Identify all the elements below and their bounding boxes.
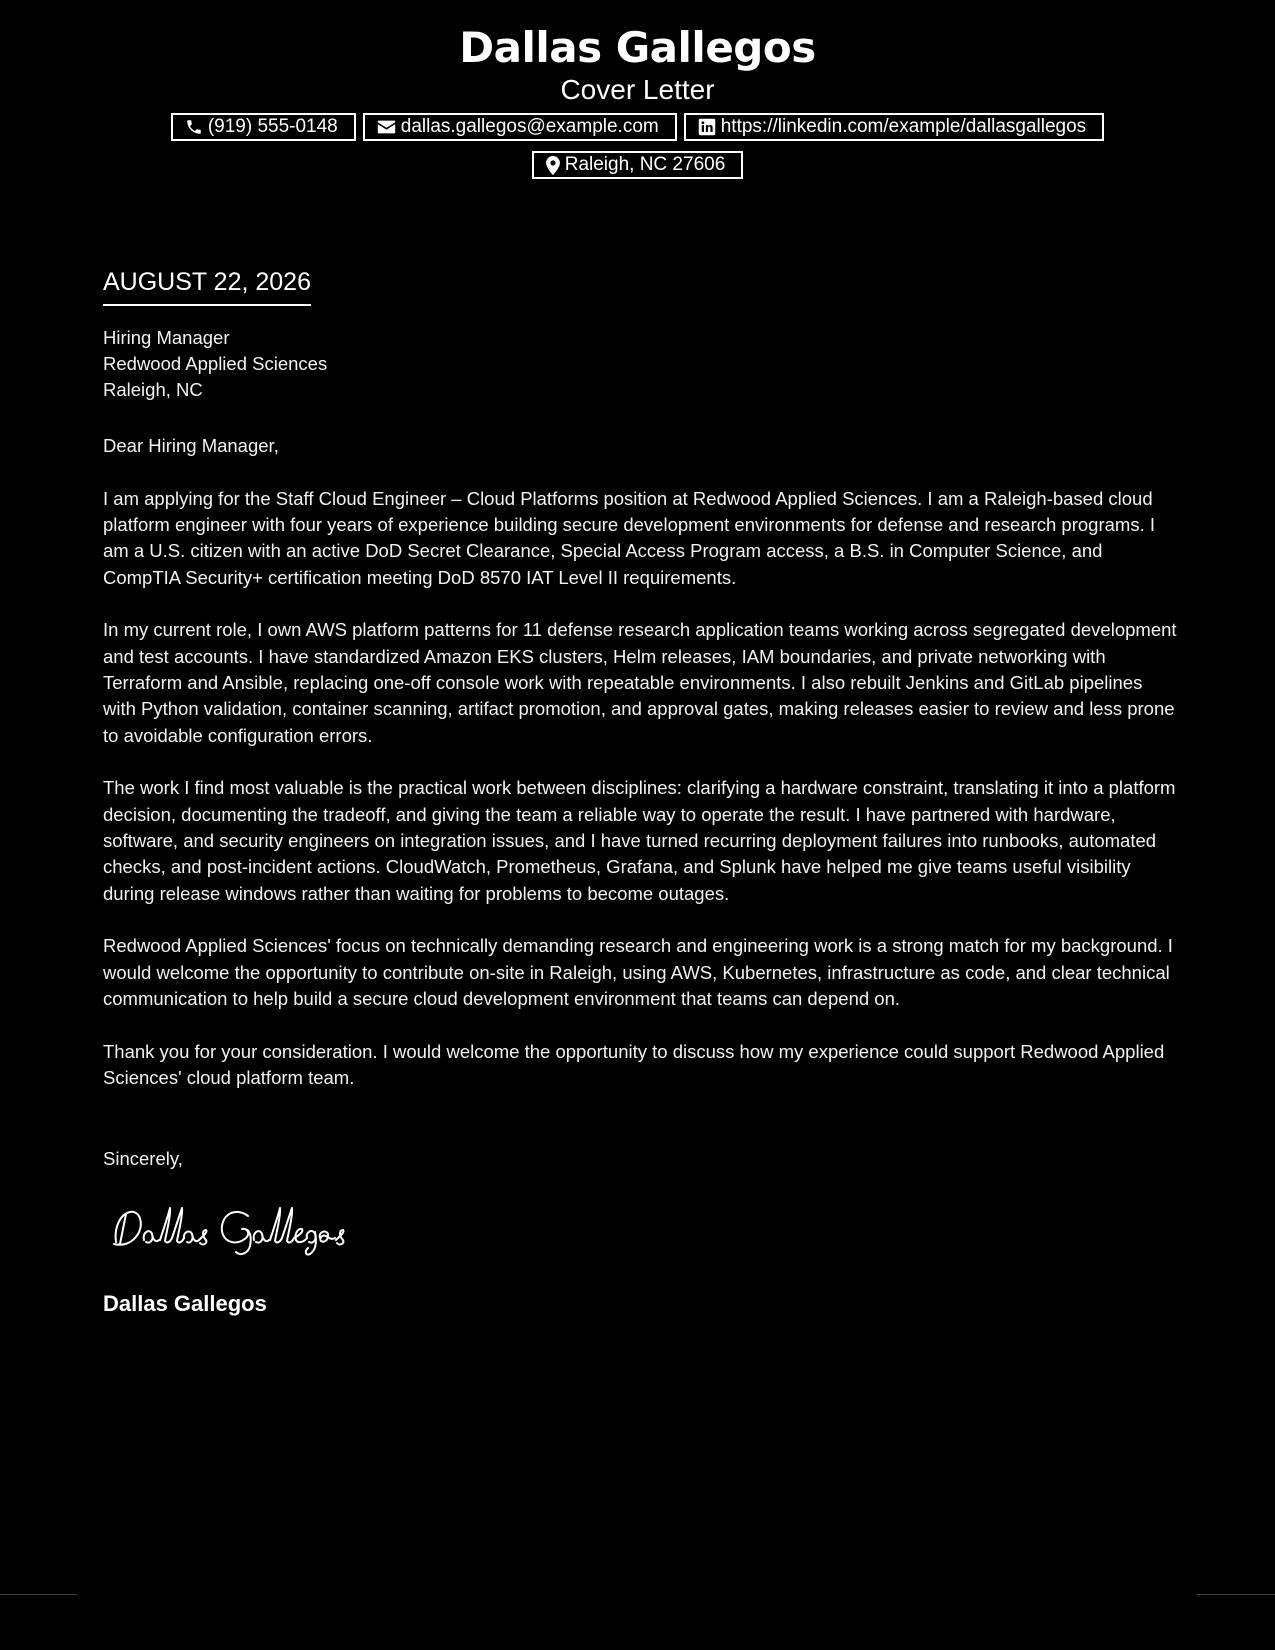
location-text: Raleigh, NC 27606 xyxy=(564,154,726,175)
letter-date: AUGUST 22, 2026 xyxy=(103,266,311,306)
recipient-block xyxy=(103,325,327,403)
email-text: dallas.gallegos@example.com xyxy=(400,116,659,137)
map-pin-icon xyxy=(546,156,560,175)
linkedin-text: https://linkedin.com/example/dallasgallegos xyxy=(720,116,1087,137)
envelope-icon xyxy=(377,119,396,135)
body-paragraph: In my current role, I own AWS platform patterns for 11 defense research application teams working across segregated development and test accounts. I have standardized Amazon EKS clusters, Helm releases, IAM boundaries, and private networking with Terraform and Ansible, replacing one-off console work with repeatable environments. I also rebuilt Jenkins and GitLab pipelines with Python validation, container scanning, artifact promotion, and approval gates, making releases easier to review and less prone to avoidable configuration errors. xyxy=(103,619,1177,746)
footer-divider xyxy=(0,1594,78,1595)
recipient-location: Raleigh, NC xyxy=(103,379,203,400)
body-paragraph: The work I find most valuable is the practical work between disciplines: clarifying a hardware constraint, translating it into a platform decision, documenting the tradeoff, and giving the team a reliable way to operate the result. I have partnered with hardware, software, and security engineers on integration issues, and I have turned recurring deployment failures into runbooks, automated checks, and post-incident actions. CloudWatch, Prometheus, Grafana, and Splunk have helped me give teams useful visibility during release windows rather than waiting for problems to become outages. xyxy=(103,777,1176,904)
handwritten-signature xyxy=(110,1198,370,1258)
linkedin-chip[interactable] xyxy=(684,113,1104,141)
applicant-name: Dallas Gallegos xyxy=(459,23,816,72)
signed-name: Dallas Gallegos xyxy=(103,1291,267,1316)
letter-body xyxy=(103,433,1178,1118)
body-paragraph: Redwood Applied Sciences' focus on technically demanding research and engineering work is a strong match for my background. I would welcome the opportunity to contribute on-site in Raleigh, using AWS, Kubernetes, infrastructure as code, and clear technical communication to help build a secure cloud development environment that teams can depend on. xyxy=(103,935,1173,1010)
closing: Sincerely, xyxy=(103,1148,183,1169)
body-paragraph: I am applying for the Staff Cloud Engineer – Cloud Platforms position at Redwood Applied Sciences. I am a Raleigh-based cloud platform engineer with four years of experience building secure development environments for defense and research programs. I am a U.S. citizen with an active DoD Secret Clearance, Special Access Program access, a B.S. in Computer Science, and CompTIA Security+ certification meeting DoD 8570 IAT Level II requirements. xyxy=(103,487,1155,588)
email-chip[interactable] xyxy=(363,113,677,141)
recipient-company: Redwood Applied Sciences xyxy=(103,353,328,374)
body-paragraph: Thank you for your consideration. I would welcome the opportunity to discuss how my experience could support Redwood Applied Sciences' cloud platform team. xyxy=(103,1040,1165,1089)
phone-chip[interactable] xyxy=(171,113,356,141)
location-chip[interactable] xyxy=(532,151,744,179)
contact-row xyxy=(0,151,1275,179)
document-subtitle: Cover Letter xyxy=(560,74,715,105)
salutation: Dear Hiring Manager, xyxy=(103,435,279,456)
footer-divider xyxy=(1197,1594,1275,1595)
phone-text: (919) 555-0148 xyxy=(207,116,338,137)
linkedin-icon xyxy=(698,118,716,136)
contact-row xyxy=(0,113,1275,141)
phone-icon xyxy=(185,118,203,136)
recipient-title: Hiring Manager xyxy=(103,327,230,348)
